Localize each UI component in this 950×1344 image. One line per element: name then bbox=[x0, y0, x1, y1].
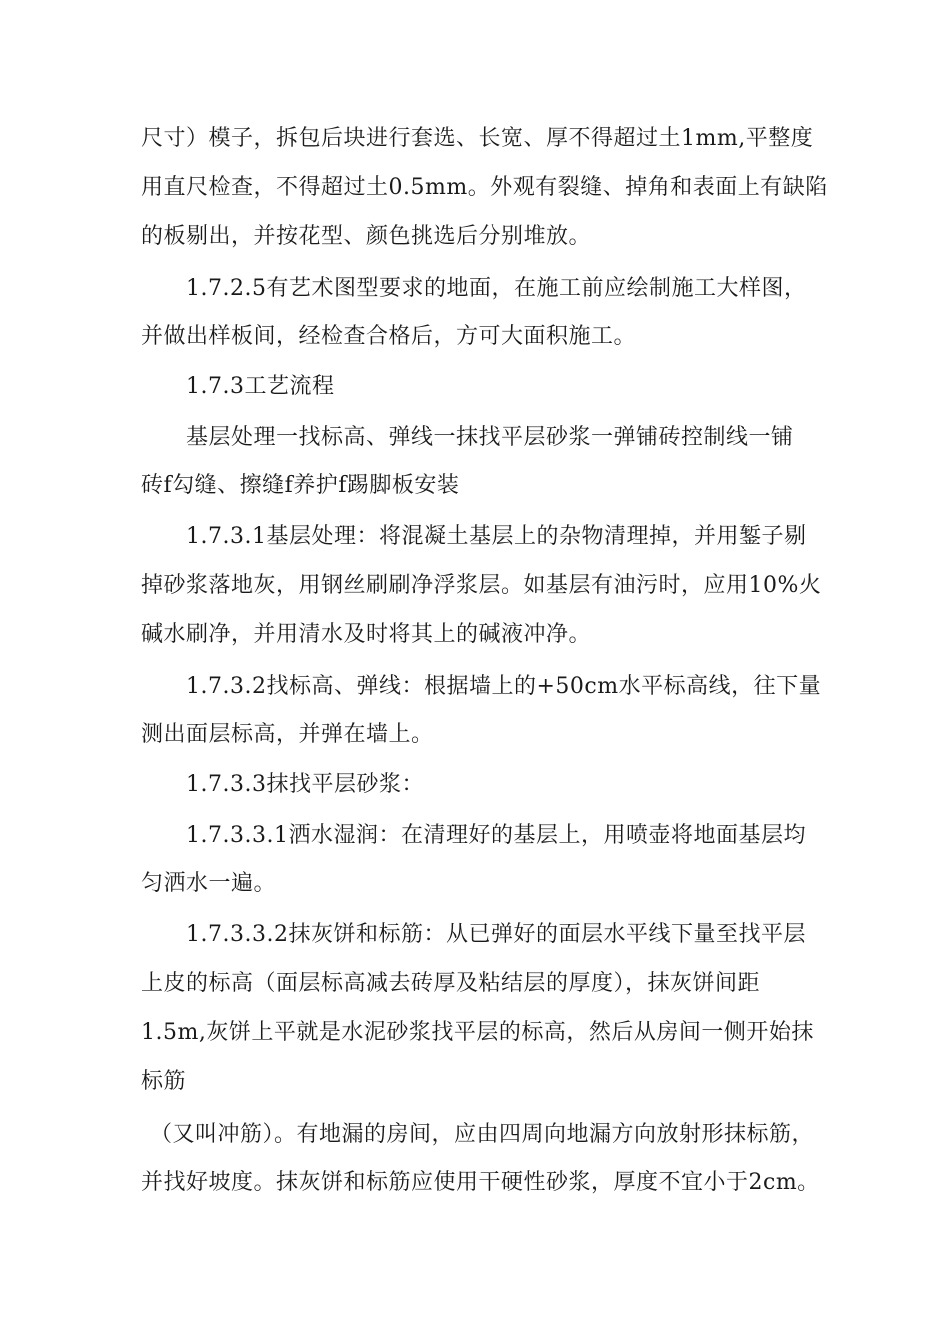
text-line: 碱水刷净，并用清水及时将其上的碱液冲净。 bbox=[141, 622, 592, 647]
text-line: 砖f勾缝、擦缝f养护f踢脚板安装 bbox=[141, 473, 460, 498]
text-line: 用直尺检查，不得超过土0.5mm。外观有裂缝、掉角和表面上有缺陷 bbox=[141, 175, 828, 200]
text-line: 1.7.3.2找标高、弹线：根据墙上的+50cm水平标高线，往下量 bbox=[186, 674, 822, 699]
text-line: 1.5m,灰饼上平就是水泥砂浆找平层的标高，然后从房间一侧开始抹 bbox=[141, 1020, 814, 1045]
text-line: 1.7.3.3抹找平层砂浆： bbox=[186, 772, 424, 797]
text-line: 的板剔出，并按花型、颜色挑选后分别堆放。 bbox=[141, 224, 592, 249]
text-line: 测出面层标高，并弹在墙上。 bbox=[141, 722, 434, 747]
text-line: 1.7.3.3.1洒水湿润：在清理好的基层上，用喷壶将地面基层均 bbox=[186, 823, 806, 848]
text-line: 1.7.2.5有艺术图型要求的地面，在施工前应绘制施工大样图， bbox=[186, 276, 807, 301]
text-line: 匀洒水一遍。 bbox=[141, 871, 277, 896]
text-line: 并做出样板间，经检查合格后，方可大面积施工。 bbox=[141, 324, 637, 349]
text-line: 尺寸）模子，拆包后块进行套选、长宽、厚不得超过土1mm,平整度 bbox=[141, 126, 814, 151]
text-line: 基层处理一找标高、弹线一抹找平层砂浆一弹铺砖控制线一铺 bbox=[186, 425, 794, 450]
text-line: 上皮的标高（面层标高减去砖厚及粘结层的厚度），抹灰饼间距 bbox=[141, 971, 761, 996]
text-line: 标筋 bbox=[141, 1069, 187, 1094]
text-line: （又叫冲筋）。有地漏的房间，应由四周向地漏方向放射形抹标筋， bbox=[150, 1122, 815, 1147]
text-line: 1.7.3.3.2抹灰饼和标筋：从已弹好的面层水平线下量至找平层 bbox=[186, 922, 806, 947]
section-heading: 1.7.3工艺流程 bbox=[186, 374, 335, 399]
text-line: 1.7.3.1基层处理：将混凝土基层上的杂物清理掉，并用錾子剔 bbox=[186, 524, 807, 549]
text-line: 并找好坡度。抹灰饼和标筋应使用干硬性砂浆，厚度不宜小于2cm。 bbox=[141, 1170, 820, 1195]
text-line: 掉砂浆落地灰，用钢丝刷刷净浮浆层。如基层有油污时，应用10%火 bbox=[141, 573, 822, 598]
